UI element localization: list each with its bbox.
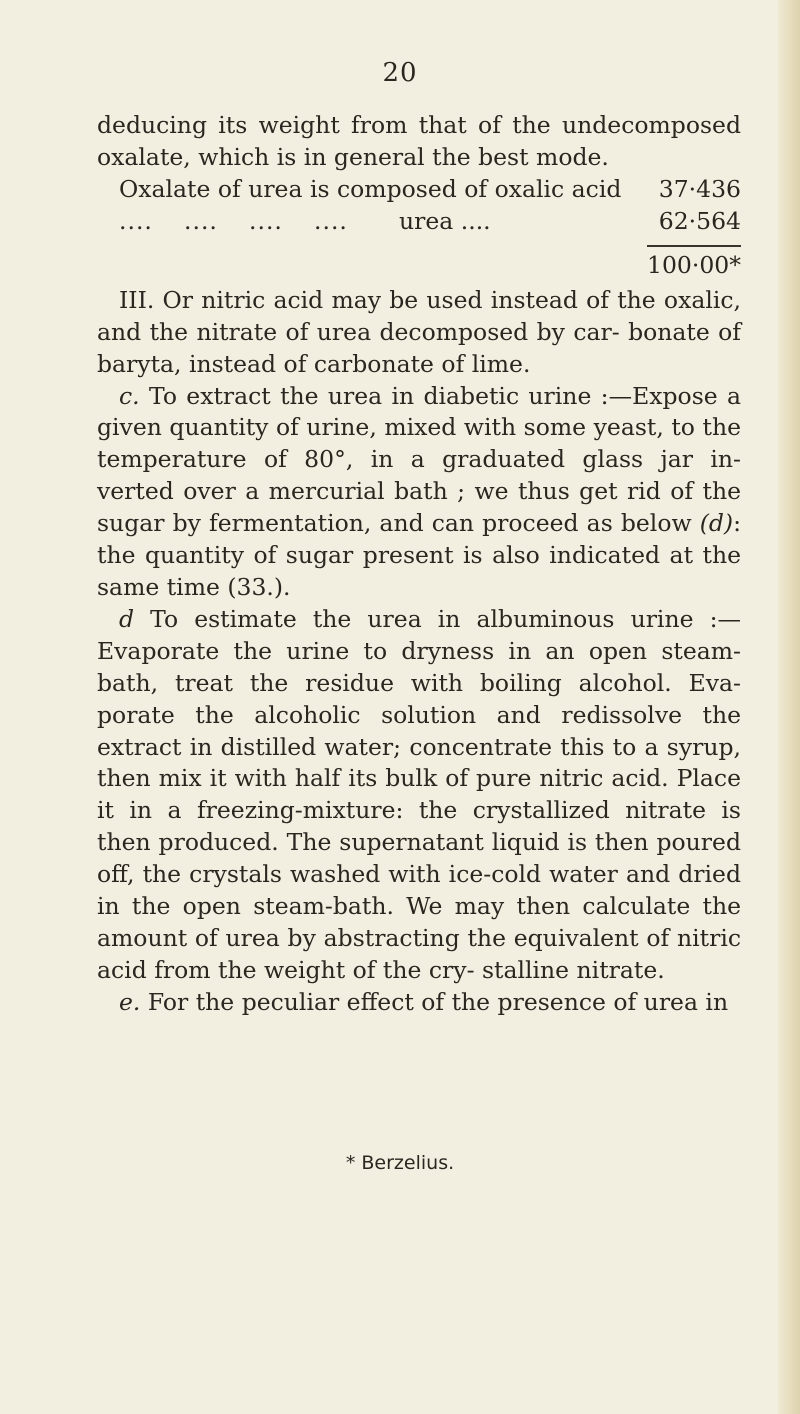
paragraph-continuation: deducing its weight from that of the undecomposed oxalate, which is in general the best mode. bbox=[97, 111, 741, 171]
section-mark-e: e. bbox=[119, 987, 141, 1016]
formula-value-oxalic: 37·436 bbox=[658, 174, 741, 203]
page-number: 20 bbox=[382, 58, 418, 88]
paragraph-e-text: For the peculiar effect of the presence of urea in bbox=[140, 987, 729, 1016]
paragraph-e bbox=[97, 987, 741, 1019]
formula-label-urea: urea .... bbox=[399, 206, 491, 235]
formula-line-oxalic-acid bbox=[97, 174, 741, 206]
paragraph-III: III. Or nitric acid may be used instead of the oxalic, and the nitrate of urea decomposed by car- bonate of baryta, instead of carbonate of lime. bbox=[97, 285, 741, 378]
formula-label-oxalic: Oxalate of urea is composed of oxalic acid bbox=[119, 174, 622, 203]
page-edge-shadow bbox=[778, 0, 800, 1414]
leader-dots: .... bbox=[249, 206, 283, 235]
formula-value-urea: 62·564 bbox=[658, 206, 741, 235]
formula-total: 100·00* bbox=[647, 250, 741, 279]
paragraph-c-text-1: To extract the urea in diabetic urine :—Expose a given quantity of urine, mixed with some yeast, to the temperature of 80°, in a graduated glass jar in- verted over a mercurial bath ; we thus get rid of the sugar by fermentation, and can proceed as below bbox=[97, 381, 741, 538]
formula-total-line bbox=[97, 238, 741, 285]
section-mark-c: c. bbox=[119, 381, 140, 410]
reference-d: (d) bbox=[699, 509, 734, 538]
formula-line-urea bbox=[97, 206, 741, 238]
body-text bbox=[97, 110, 741, 1019]
leader-dots: .... bbox=[314, 206, 348, 235]
leader-dots: .... bbox=[184, 206, 218, 235]
paragraph-c bbox=[97, 381, 741, 604]
paragraph-d bbox=[97, 604, 741, 987]
paragraph-d-text: To estimate the urea in albuminous urine :— Evaporate the urine to dryness in an open steam- bath, treat the residue with boiling alcohol. Eva- porate the alcoholic solution and redissolve the extract in distilled water; concentrate this to a syrup, then mix it with half its bulk of pure nitric acid. Place it in a freezing-mixture: the crystallized nitrate is then produced. The supernatant liquid is then poured off, the crystals washed with ice-cold water and dried in the open steam-bath. We may then calculate the amount of urea by abstracting the equivalent of nitric acid from the weight of the cry- stalline nitrate. bbox=[97, 604, 741, 984]
footnote: * Berzelius. bbox=[345, 1152, 455, 1174]
section-mark-d: d bbox=[119, 604, 135, 633]
paragraph-c-text-2: : the quantity of sugar present is also indicated at the same time (33.). bbox=[97, 509, 741, 601]
leader-dots: .... bbox=[119, 206, 153, 235]
